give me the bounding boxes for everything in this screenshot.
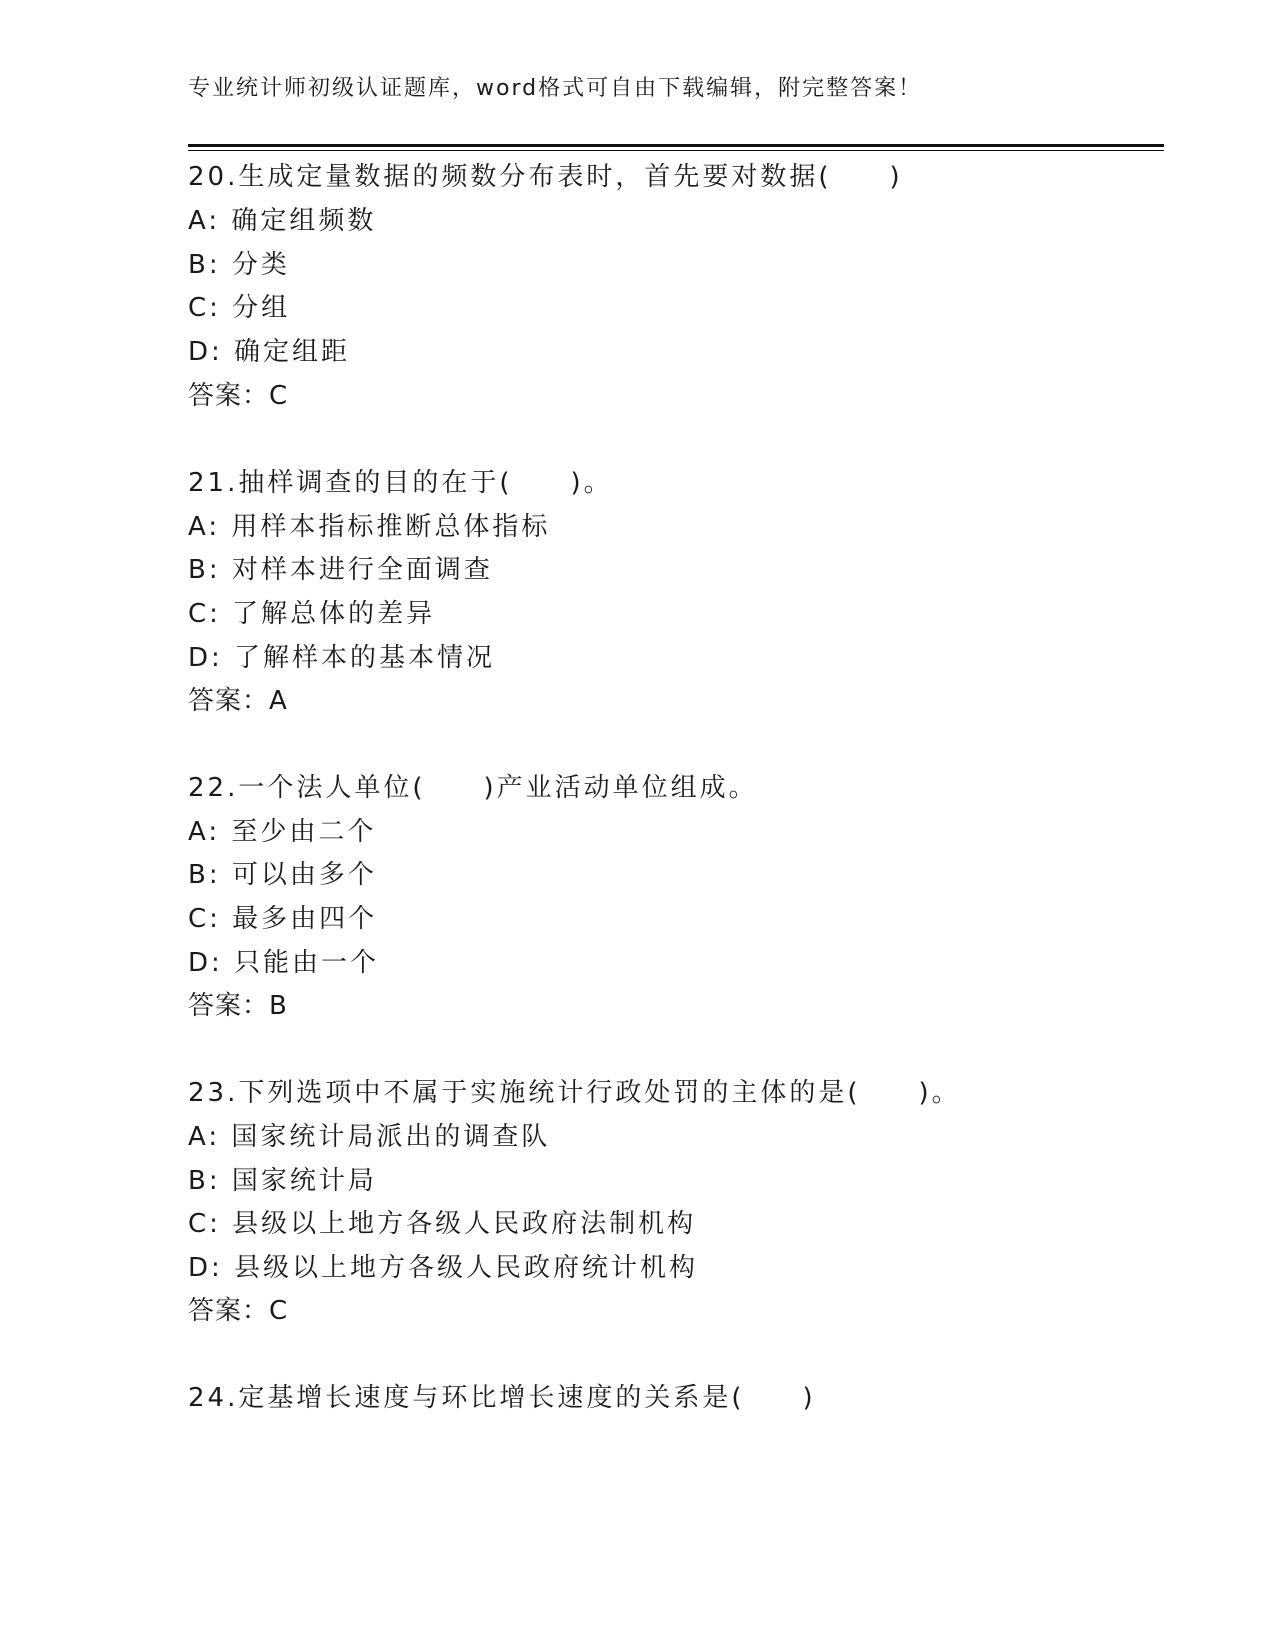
header-rule-thin [188,150,1164,151]
question-23-option-d: D: 县级以上地方各级人民政府统计机构 [188,1253,699,1283]
question-stem-22: 22.一个法人单位( )产业活动单位组成。 [188,773,758,803]
question-stem-24: 24.定基增长速度与环比增长速度的关系是( ) [188,1383,816,1413]
question-stem-20: 20.生成定量数据的频数分布表时，首先要对数据( ) [188,162,903,192]
question-22-answer: 答案：B [188,991,288,1021]
question-20-option-d: D: 确定组距 [188,337,351,367]
question-22-option-d: D: 只能由一个 [188,948,380,978]
question-23-option-a: A: 国家统计局派出的调查队 [188,1122,551,1152]
question-21-option-c: C: 了解总体的差异 [188,599,436,629]
question-20-option-c: C: 分组 [188,293,291,323]
question-20-option-b: B: 分类 [188,250,290,280]
header-note: 专业统计师初级认证题库，word格式可自由下载编辑，附完整答案！ [188,76,923,101]
header-rule-thick [188,144,1164,147]
question-stem-23: 23.下列选项中不属于实施统计行政处罚的主体的是( )。 [188,1078,961,1108]
question-21-option-a: A: 用样本指标推断总体指标 [188,512,551,542]
question-21-option-d: D: 了解样本的基本情况 [188,643,496,673]
question-20-option-a: A: 确定组频数 [188,206,377,236]
question-23-option-c: C: 县级以上地方各级人民政府法制机构 [188,1209,697,1239]
question-23-option-b: B: 国家统计局 [188,1166,377,1196]
question-23-answer: 答案：C [188,1296,289,1326]
question-22-option-a: A: 至少由二个 [188,817,377,847]
question-22-option-b: B: 可以由多个 [188,860,377,890]
question-20-answer: 答案：C [188,381,289,411]
question-21-option-b: B: 对样本进行全面调查 [188,555,493,585]
question-21-answer: 答案：A [188,686,288,716]
question-22-option-c: C: 最多由四个 [188,904,378,934]
question-stem-21: 21.抽样调查的目的在于( )。 [188,468,613,498]
